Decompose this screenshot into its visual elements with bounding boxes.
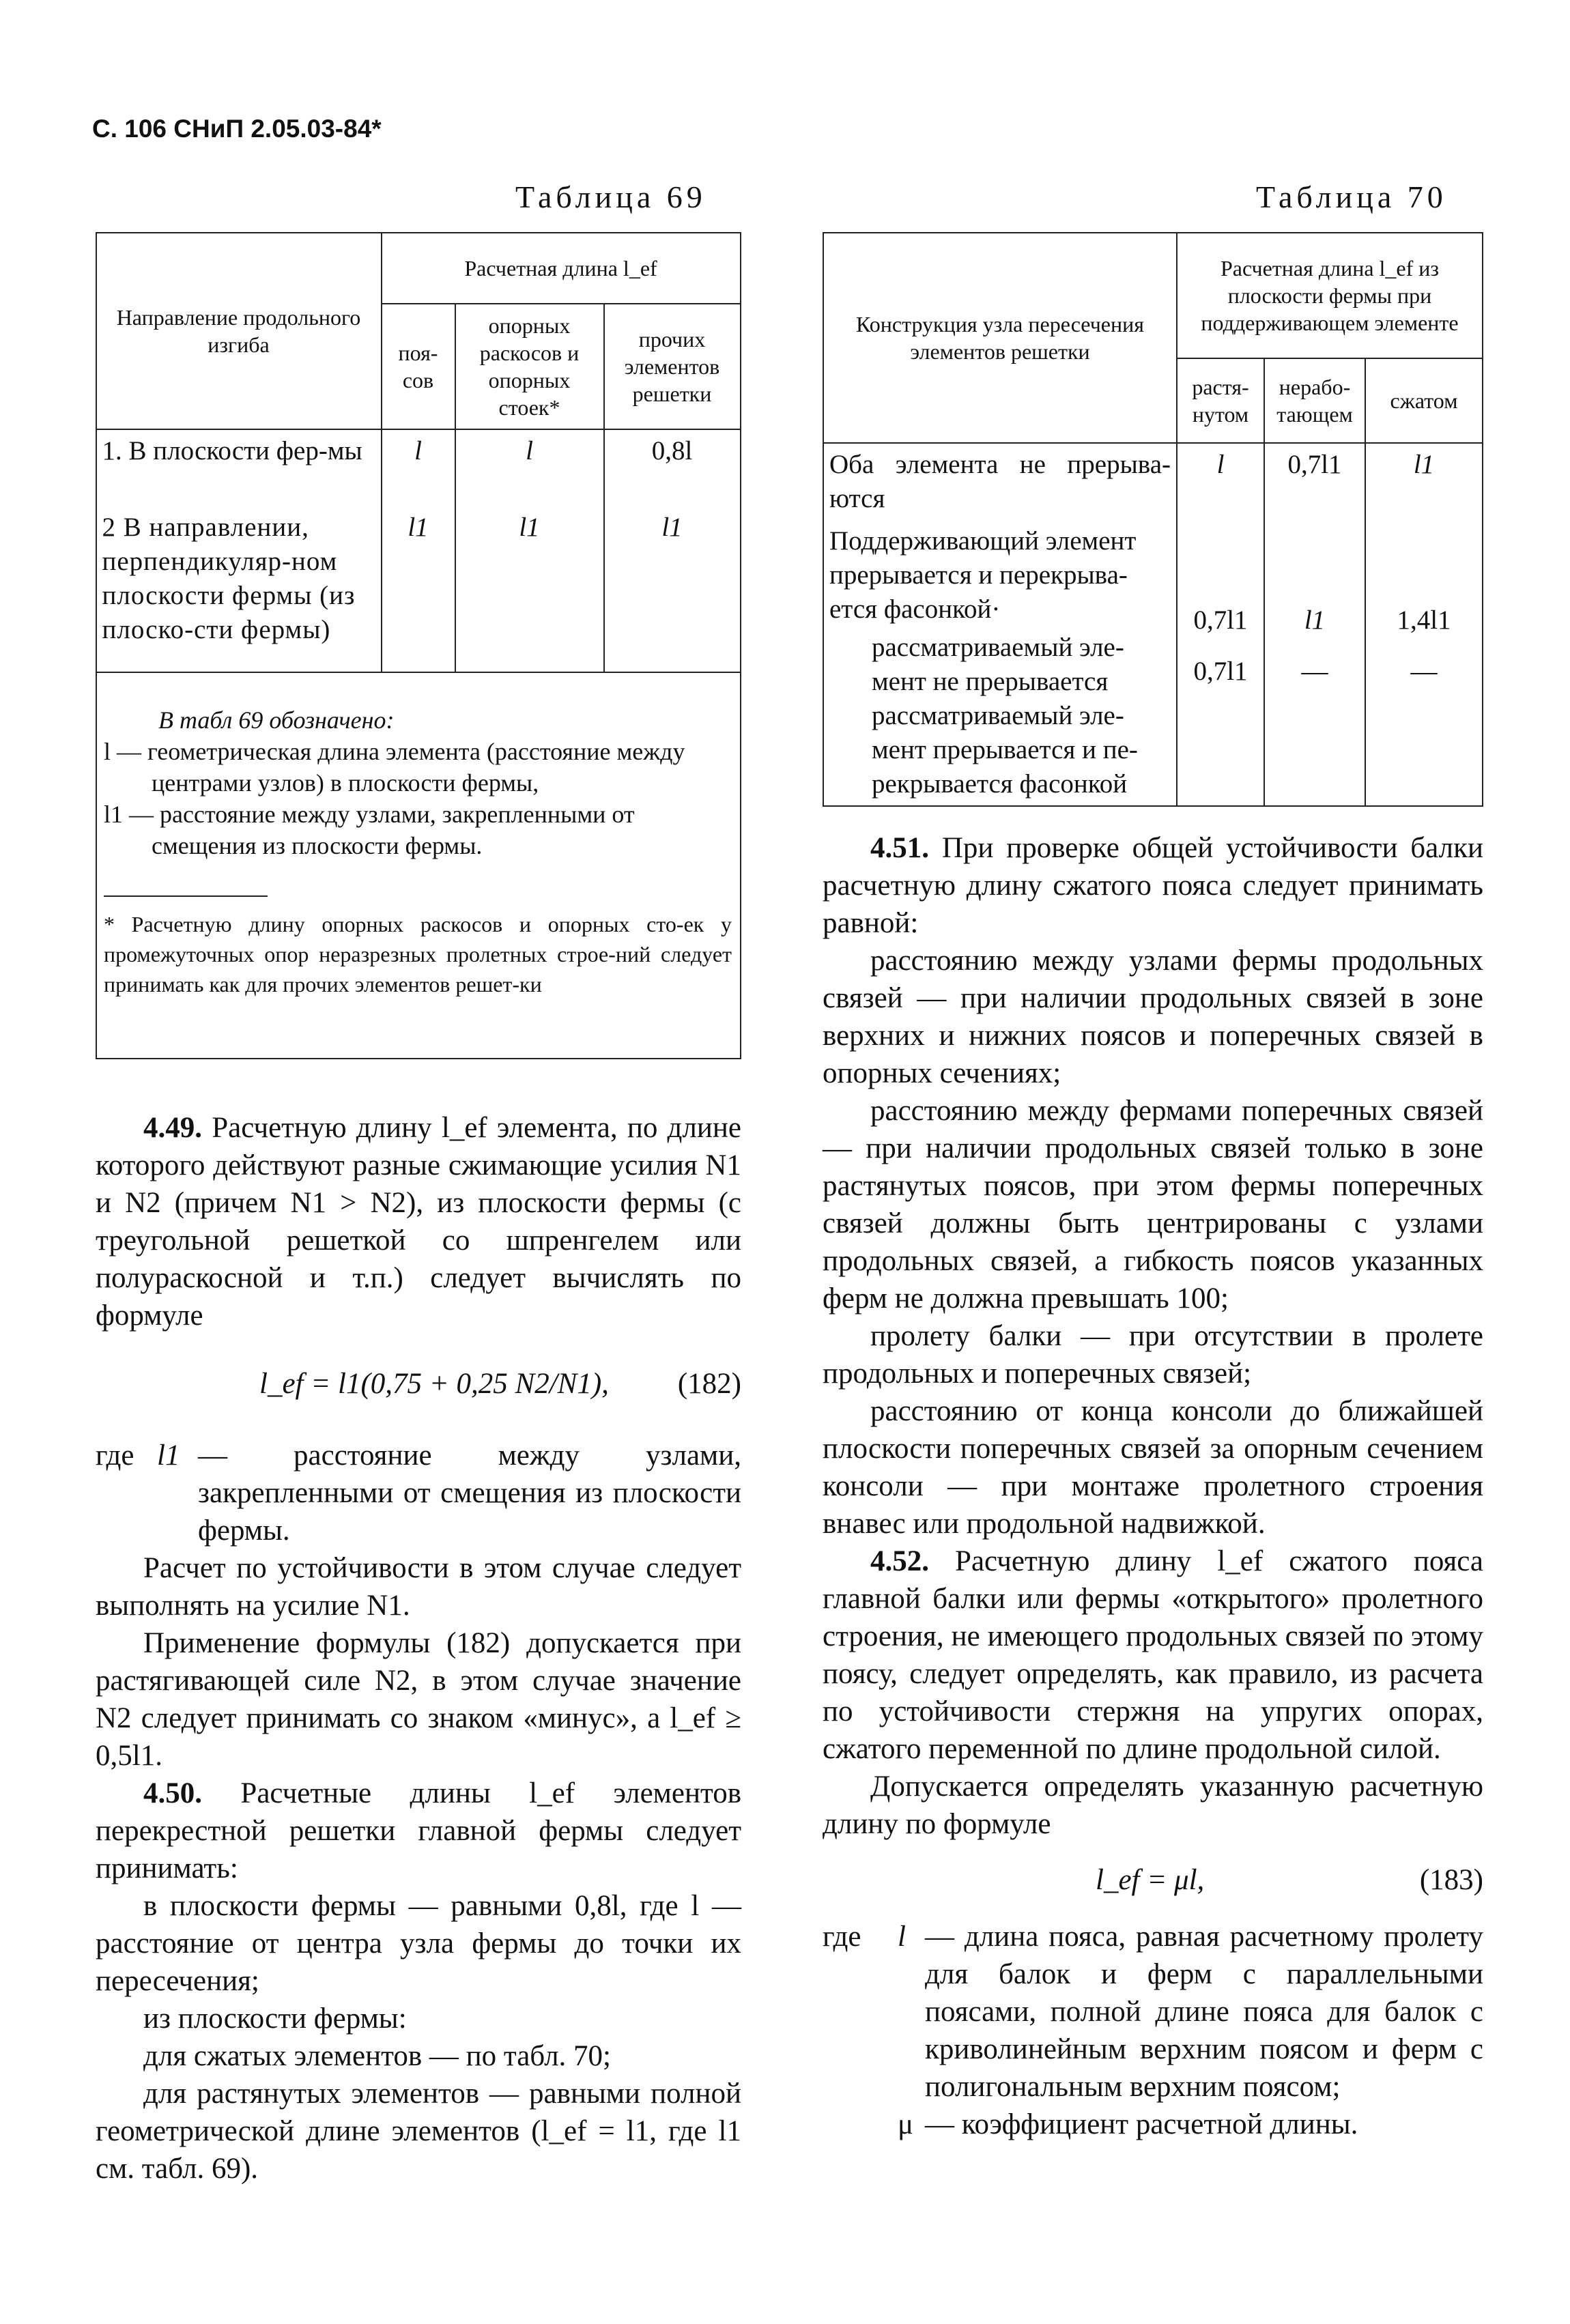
- list-longitudinal: расстоянию между узлами фермы продольных связей — при наличии продольных связей в зоне верхних и нижних поясов и поперечных связей в опорных сечениях;: [823, 945, 1483, 1089]
- t69-legend-l1: l1 — расстояние между узлами, закрепленными от смещения из плоскости фермы.: [104, 801, 635, 859]
- where-183-mu-text: — коэффициент расчетной длины.: [925, 2108, 1358, 2140]
- t69-legend-title: В табл 69 обозначено:: [158, 706, 395, 734]
- where-182-word: где: [96, 1439, 134, 1472]
- t69-head-belts: поя-сов: [382, 304, 455, 429]
- t70-row2-label: Поддерживающий элемент прерывается и перекрыва-ется фасонкой·: [829, 526, 1137, 624]
- section-4-52: [823, 1543, 1483, 1768]
- section-4-49: [96, 1109, 741, 1334]
- section-4-50-number: 4.50.: [143, 1777, 202, 1809]
- list-tensioned: для растянутых элементов — равными полной геометрической длине элементов (l_ef = l1, где l1 см. табл. 69).: [96, 2078, 741, 2185]
- formula-182: l_ef = l1(0,75 + 0,25 N2/N1),: [259, 1368, 609, 1400]
- table-69: [96, 232, 741, 673]
- para-apply: Применение формулы (182) допускается при растягивающей силе N2, в этом случае значение N2 следует принимать со знаком «минус», а l_ef ≥ 0,5l1.: [96, 1627, 741, 1772]
- t70-row1-label: Оба элемента не прерыва-ются: [829, 450, 1171, 513]
- t69-head-other: прочих элементов решетки: [604, 304, 741, 429]
- where-182-symbol: l1: [157, 1439, 180, 1472]
- section-4-52-number: 4.52.: [870, 1545, 929, 1577]
- section-4-51-number: 4.51.: [870, 832, 929, 864]
- section-4-50-text: Расчетные длины l_ef элементов перекрестной решетки главной фермы следует принимать:: [96, 1777, 741, 1884]
- section-4-52-text: Расчетную длину l_ef сжатого пояса главной балки или фермы «открытого» пролетного строения, не имеющего продольных связей по этому поясу, следует определять, как правило, из расчета по устойчивости стержня на упругих опорах, сжатого переменной по длине продольной силой.: [823, 1545, 1483, 1765]
- t70-body-labels: [823, 443, 1177, 806]
- formula-182-line: [96, 1334, 741, 1437]
- list-out-of-plane: из плоскости фермы:: [143, 2003, 407, 2035]
- t69-head-direction: Направление продольного изгиба: [96, 233, 382, 429]
- where-182: [96, 1437, 741, 1549]
- t70-col-tension: [1177, 443, 1264, 806]
- t69-row2-direction: 2 В направлении, перпендикуляр-ном плоскости фермы (из плоско-сти фермы): [96, 506, 382, 672]
- t69-row2-other: l1: [604, 506, 741, 672]
- para-calc: Расчет по устойчивости в этом случае следует выполнять на усилие N1.: [96, 1552, 741, 1622]
- t70-row2a-v1: 0,7l1: [1193, 605, 1248, 635]
- t70-row1-v3: l1: [1413, 450, 1435, 479]
- t69-footnote: * Расчетную длину опорных раскосов и опорных сто-ек у промежуточных опор неразрезных пролетных строе-ний следует принимать как для прочих элементов решет-ки: [104, 912, 732, 996]
- t70-head-length: Расчетная длина l_ef из плоскости фермы при поддерживающем элементе: [1177, 233, 1483, 358]
- t69-legend: [104, 704, 732, 861]
- t69-legend-l: l — геометрическая длина элемента (расстояние между центрами узлов) в плоскости фермы,: [104, 738, 685, 797]
- t70-head-idle: нерабо-тающем: [1264, 358, 1365, 443]
- t70-row2a-v2: l1: [1304, 605, 1326, 635]
- formula-183-line: [823, 1843, 1483, 1918]
- t70-row2a-label: рассматриваемый эле-мент не прерывается: [872, 633, 1124, 696]
- list-compressed: для сжатых элементов — по табл. 70;: [143, 2040, 611, 2072]
- section-4-50: [96, 1775, 741, 1887]
- footnote-separator: [104, 895, 268, 897]
- list-cantilever: расстоянию от конца консоли до ближайшей плоскости поперечных связей за опорным сечением консоли — при монтаже пролетного строения внавес или продольной надвижкой.: [823, 1395, 1483, 1540]
- t69-row2-belts: l1: [382, 506, 455, 672]
- list-span: пролету балки — при отсутствии в пролете продольных и поперечных связей;: [823, 1320, 1483, 1390]
- t70-head-compressed: сжатом: [1365, 358, 1483, 443]
- t70-col-compressed: [1365, 443, 1483, 806]
- where-183-mu: [823, 2106, 1483, 2143]
- t70-row2b-v2: —: [1301, 657, 1328, 686]
- t70-head-tension: растя-нутом: [1177, 358, 1264, 443]
- t69-row1-direction: 1. В плоскости фер-мы: [96, 429, 382, 506]
- list-in-plane: в плоскости фермы — равными 0,8l, где l — расстояние от центра узла фермы до точки их пересечения;: [96, 1890, 741, 1997]
- t69-row1-other: 0,8l: [604, 429, 741, 506]
- t70-row2a-v3: 1,4l1: [1397, 605, 1451, 635]
- t69-head-length: Расчетная длина l_ef: [382, 233, 741, 304]
- t69-row1-belts: l: [382, 429, 455, 506]
- table-69-caption: Таблица 69: [515, 180, 706, 214]
- t70-row2b-v1: 0,7l1: [1193, 657, 1248, 686]
- list-transverse: расстоянию между фермами поперечных связей — при наличии продольных связей только в зоне растянутых поясов, при этом фермы поперечных связей должны быть центрированы с узлами продольных связей, а гибкость поясов указанных ферм не должна превышать 100;: [823, 1095, 1483, 1315]
- t70-row1-v1: l: [1216, 450, 1225, 479]
- t70-row1-v2: 0,7l1: [1287, 450, 1342, 479]
- section-4-51: [823, 829, 1483, 942]
- t70-row2b-v3: —: [1410, 657, 1438, 686]
- t70-col-idle: [1264, 443, 1365, 806]
- section-4-49-number: 4.49.: [143, 1112, 202, 1144]
- para-allow: Допускается определять указанную расчетную длину по формуле: [823, 1770, 1483, 1840]
- t69-row2-support: l1: [455, 506, 604, 672]
- formula-183-number: (183): [1419, 1864, 1483, 1896]
- table-70-caption: Таблица 70: [1256, 180, 1447, 214]
- section-4-51-text: При проверке общей устойчивости балки расчетную длину сжатого пояса следует принимать равной:: [823, 832, 1484, 939]
- page-header: С. 106 СНиП 2.05.03-84*: [92, 115, 382, 143]
- where-182-text: — расстояние между узлами, закрепленными от смещения из плоскости фермы.: [198, 1439, 741, 1547]
- where-183-l-symbol: l: [898, 1921, 906, 1953]
- section-4-49-text: Расчетную длину l_ef элемента, по длине которого действуют разные сжимающие усилия N1 и N2 (причем N1 > N2), из плоскости фермы (с треугольной решеткой со шпренгелем или полураскосной и т.п.) следует вычислять по формуле: [96, 1112, 741, 1332]
- t69-row1-support: l: [455, 429, 604, 506]
- table-70: [823, 232, 1483, 807]
- t69-head-support: опорных раскосов и опорных стоек*: [455, 304, 604, 429]
- t70-head-construction: Конструкция узла пересечения элементов решетки: [823, 233, 1177, 443]
- where-183-l: [823, 1918, 1483, 2106]
- formula-183: l_ef = μl,: [1096, 1864, 1205, 1896]
- right-column: [823, 829, 1483, 2143]
- t70-row2b-label: рассматриваемый эле-мент прерывается и пе-рекрывается фасонкой: [872, 701, 1138, 799]
- table-69-frame: [96, 232, 741, 1059]
- where-183-word: где: [823, 1921, 861, 1953]
- left-column: [96, 1109, 741, 2187]
- formula-182-number: (182): [677, 1368, 741, 1400]
- where-183-l-text: — длина пояса, равная расчетному пролету для балок и ферм с параллельными поясами, полной длине пояса для балок с криволинейным верхним поясом и ферм с полигональным верхним поясом;: [925, 1921, 1483, 2103]
- where-183-mu-symbol: μ: [898, 2108, 914, 2140]
